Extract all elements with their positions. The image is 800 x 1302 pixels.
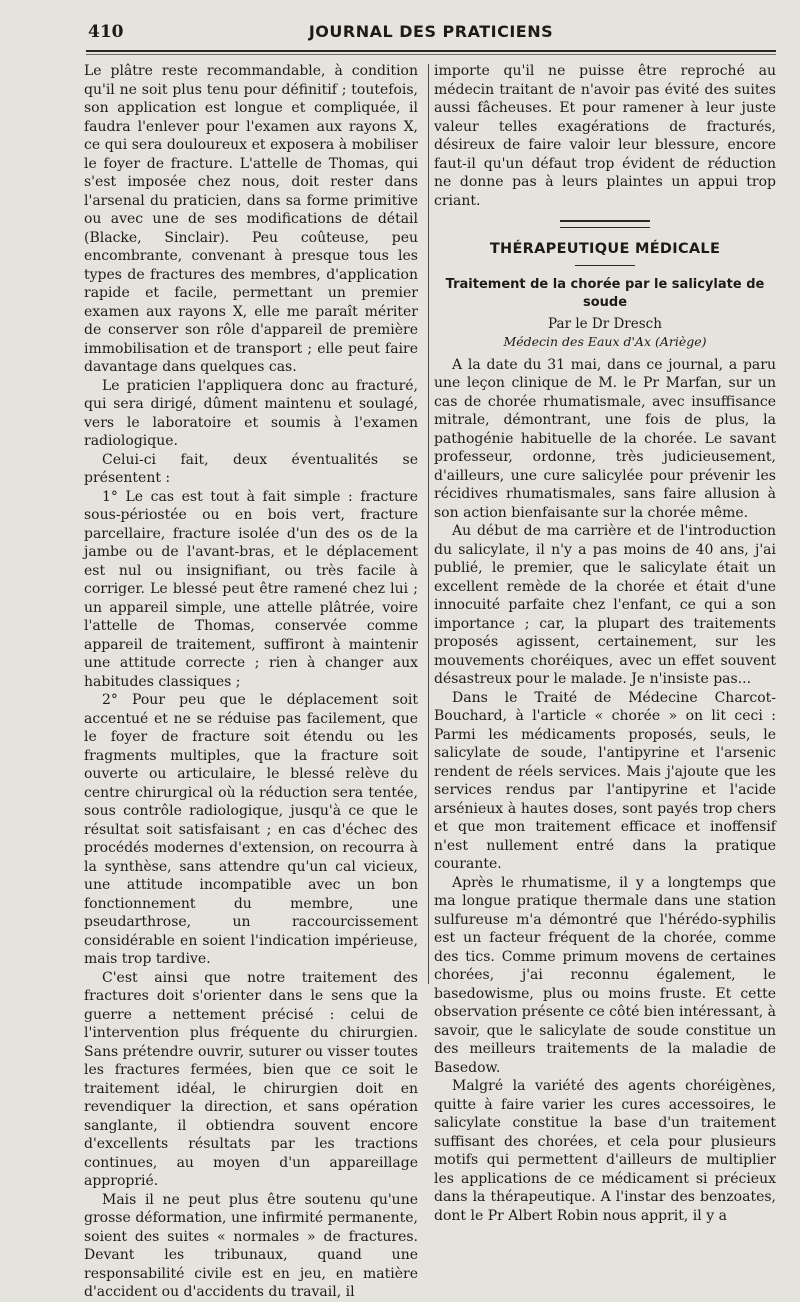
header-rule-thin (86, 54, 776, 55)
paragraph: Mais il ne peut plus être soutenu qu'une grosse déformation, une infirmité permanente, soient des suites « normales » de fractures. Devant les tribunaux, quand une responsabilité civile est en jeu, en matière d'accident ou d'accidents du travail, il (84, 1191, 418, 1300)
column-divider (428, 64, 429, 984)
journal-title: JOURNAL DES PRATICIENS (308, 22, 554, 41)
paragraph: C'est ainsi que notre traitement des fractures doit s'orienter dans le sens que la guerre a nettement précisé : celui de l'intervention plus fréquente du chirurgien. Sans prétendre ouvrir, suturer ou visser toutes les fractures fermées, bien que ce soit le traitement idéal, le chirurgien doit en revendiquer la direction, et sans opération sanglante, il obtiendra souvent encore d'excellents résultats par les tractions continues, au moyen d'un appareillage approprié. (84, 969, 418, 1189)
article-title: Traitement de la chorée par le salicylate de soude (445, 276, 765, 310)
continuation-paragraph: importe qu'il ne puisse être reproché au médecin traitant de n'avoir pas évité des suites aussi fâcheuses. Et pour ramener à leur juste valeur telles exagérations de fracturés, désireux de faire valoir leur blessure, encore faut-il qu'un défaut trop évident de réduction ne donne pas à leurs plaintes un appui trop criant. (434, 63, 776, 209)
section-title: THÉRAPEUTIQUE MÉDICALE (489, 241, 721, 257)
header-rule (86, 50, 776, 52)
section-rule (560, 220, 650, 228)
paragraph: 2° Pour peu que le déplacement soit accentué et ne se réduise pas facilement, que le foyer de fracture soit étendu ou les fragments multiples, que la fracture soit ouverte ou articulaire, le blessé relève du centre chirurgical où la réduction sera tentée, sous contrôle radiologique, jusqu'à ce que le résultat soit satisfaisant ; en cas d'échec des procédés modernes d'extension, on recourra à la synthèse, sans attendre qu'un cal vicieux, une attitude incompatible avec un bon fonctionnement du membre, une pseudarthrose, un raccourcissement considérable en soient l'indication impérieuse, mais trop tardive. (84, 692, 418, 967)
paragraph: Le praticien l'appliquera donc au fracturé, qui sera dirigé, dûment maintenu et soulagé, vers le laboratoire et soumis à l'examen radiologique. (84, 377, 418, 449)
author-affiliation: Médecin des Eaux d'Ax (Ariège) (503, 334, 707, 349)
article-author: Par le Dr Dresch (548, 315, 662, 332)
section-title-underline (575, 265, 635, 266)
paragraph: Dans le Traité de Médecine Charcot-Bouchard, à l'article « chorée » on lit ceci : Parmi les médicaments proposés, seuls, le salicylate de soude, l'antipyrine et l'arsenic rendent de réels services. Mais j'ajoute que les services rendus par l'antipyrine et l'acide arsénieux à hautes doses, sont payés trop chers et que mon traitement efficace et inoffensif n'est nullement entré dans la pratique courante. (434, 689, 776, 872)
paragraph: Au début de ma carrière et de l'introduction du salicylate, il n'y a pas moins de 40 ans, j'ai publié, le premier, que le salicylate était un excellent remède de la chorée et était d'une innocuité parfaite chez l'enfant, ce qui a son importance ; car, la plupart des traitements proposés agissent, certainement, sur les mouvements choréiques, avec un effet souvent désastreux pour le malade. Je n'insiste pas... (434, 523, 776, 687)
paragraph: Malgré la variété des agents choréigènes, quitte à faire varier les cures accessoires, le salicylate constitue la base d'un traitement suffisant des chorées, et cela pour plusieurs motifs qui permettent d'ailleurs de multiplier les applications de ce médicament si précieux dans la thérapeutique. A l'instar des benzoates, dont le Pr Albert Robin nous apprit, il y a (434, 1078, 776, 1224)
paragraph: Après le rhumatisme, il y a longtemps que ma longue pratique thermale dans une station sulfureuse m'a démontré que l'hérédo-syphilis est un facteur fréquent de la chorée, comme des tics. Comme primum movens de certaines chorées, j'ai reconnu également, le basedowisme, plus ou moins fruste. Et cette observation présente ce côté bien intéressant, à savoir, que le salicylate de soude constitue un des meilleurs traitements de la maladie de Basedow. (434, 874, 776, 1076)
left-column (84, 62, 418, 1302)
paragraph: Celui-ci fait, deux éventualités se présentent : (84, 451, 418, 486)
paragraph: A la date du 31 mai, dans ce journal, a paru une leçon clinique de M. le Pr Marfan, sur un cas de chorée rhumatismale, avec insuffisance mitrale, démontrant, une fois de plus, la pathogénie habituelle de la chorée. Le savant professeur, ordonne, très judicieusement, d'ailleurs, une cure salicylée pour prévenir les récidives rhumatismales, sans faire allusion à son action bienfaisante sur la chorée même. (434, 356, 776, 521)
page-number: 410 (88, 22, 124, 42)
paragraph: Le plâtre reste recommandable, à condition qu'il ne soit plus tenu pour définitif ; toutefois, son application est longue et compliquée, il faudra l'enlever pour l'examen aux rayons X, ce qui sera douloureux et exposera à mobiliser le foyer de fracture. L'attelle de Thomas, qui s'est imposée chez nous, doit rester dans l'arsenal du praticien, dans sa forme primitive ou avec une de ses modifications de détail (Blacke, Sinclair). Peu coûteuse, peu encombrante, convenant à presque tous les types de fractures des membres, d'application rapide et facile, permettant un premier examen aux rayons X, elle me paraît mériter de conserver son rôle d'appareil de première immobilisation et de transport ; elle peut faire davantage dans quelques cas. (84, 63, 418, 375)
paragraph: 1° Le cas est tout à fait simple : fracture sous-périostée ou en bois vert, fracture parcellaire, fracture isolée d'un des os de la jambe ou de l'avant-bras, et le déplacement est nul ou insignifiant, ou très facile à corriger. Le blessé peut être ramené chez lui ; un appareil simple, une attelle plâtrée, voire l'attelle de Thomas, conservée comme appareil de traitement, suffiront à maintenir une attitude correcte ; rien à changer aux habitudes classiques ; (84, 488, 418, 690)
right-column (434, 62, 776, 1225)
page-header (88, 22, 774, 50)
